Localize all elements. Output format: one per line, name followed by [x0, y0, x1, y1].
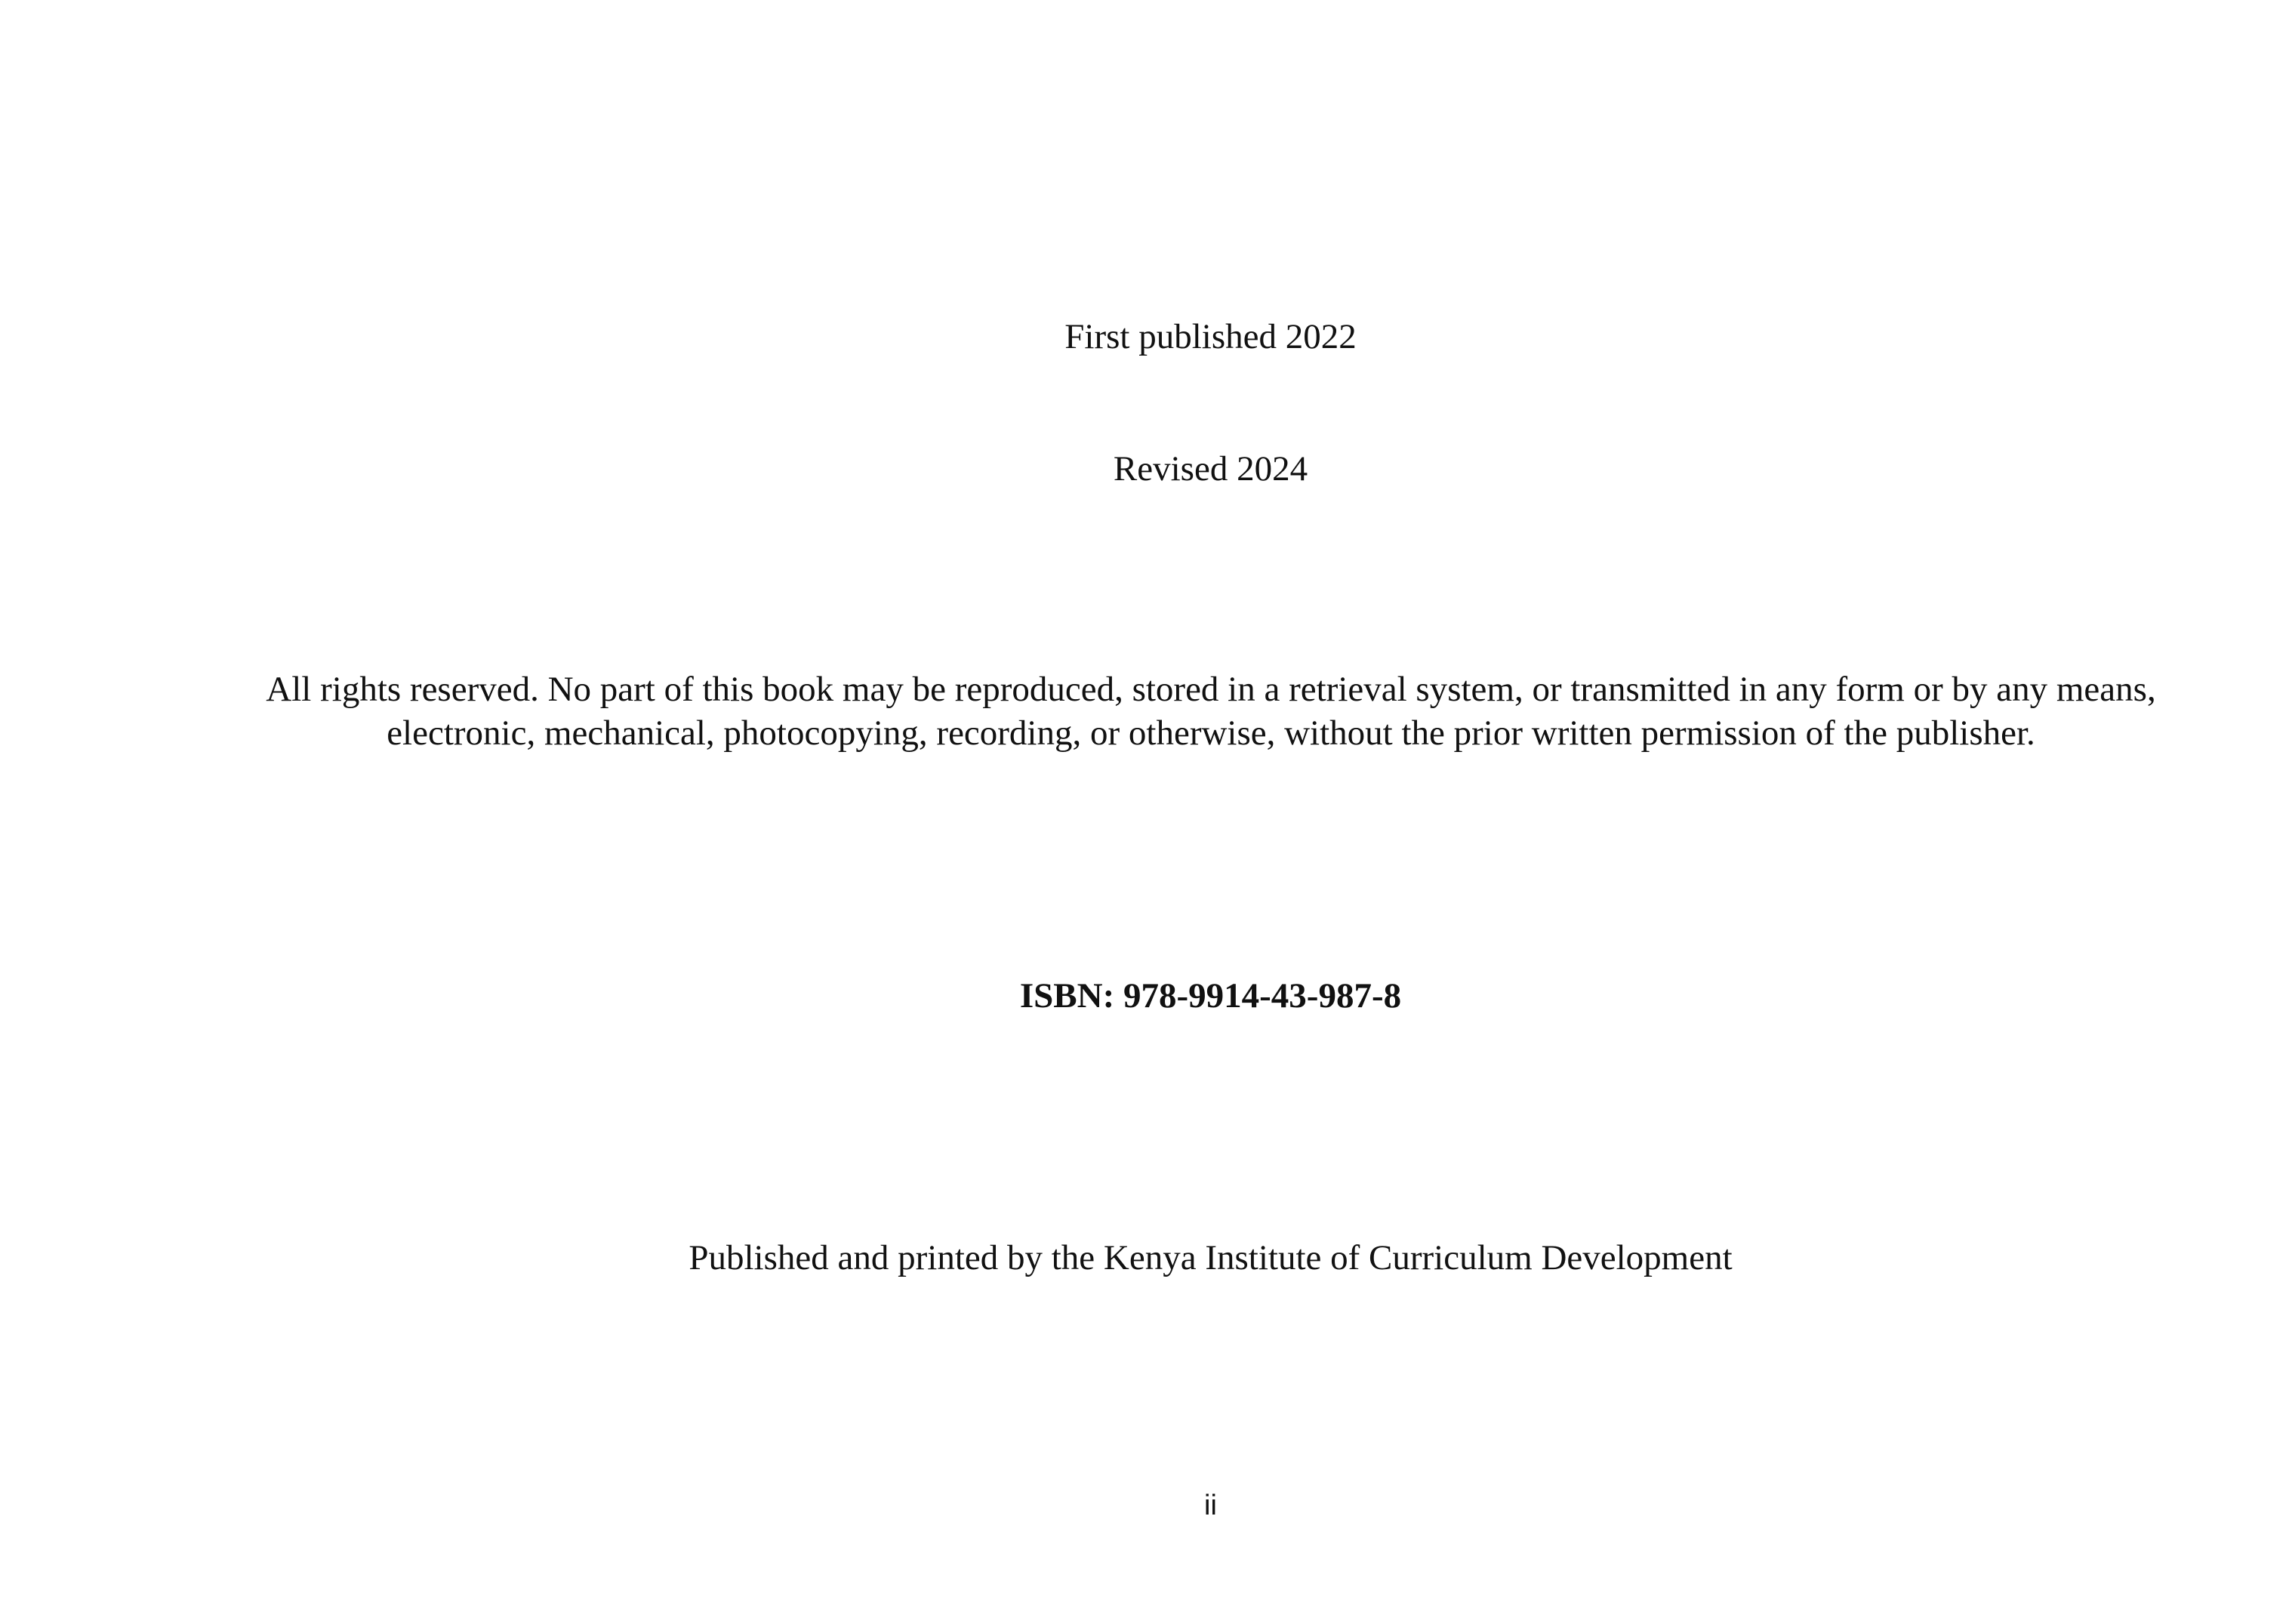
publisher-line: Published and printed by the Kenya Institute of Curriculum Development: [689, 1238, 1733, 1277]
first-published-line: First published 2022: [1064, 317, 1357, 356]
rights-statement: All rights reserved. No part of this book may be reproduced, stored in a retrieval system, or transmitted in any form or by any means, electronic, mechanical, photocopying, recording, or otherwise, without the prior written permission of the publisher.: [266, 670, 2156, 753]
page-number: ii: [1204, 1490, 1217, 1521]
isbn-line: ISBN: 978-9914-43-987-8: [1019, 976, 1402, 1015]
revised-line: Revised 2024: [1113, 449, 1308, 488]
